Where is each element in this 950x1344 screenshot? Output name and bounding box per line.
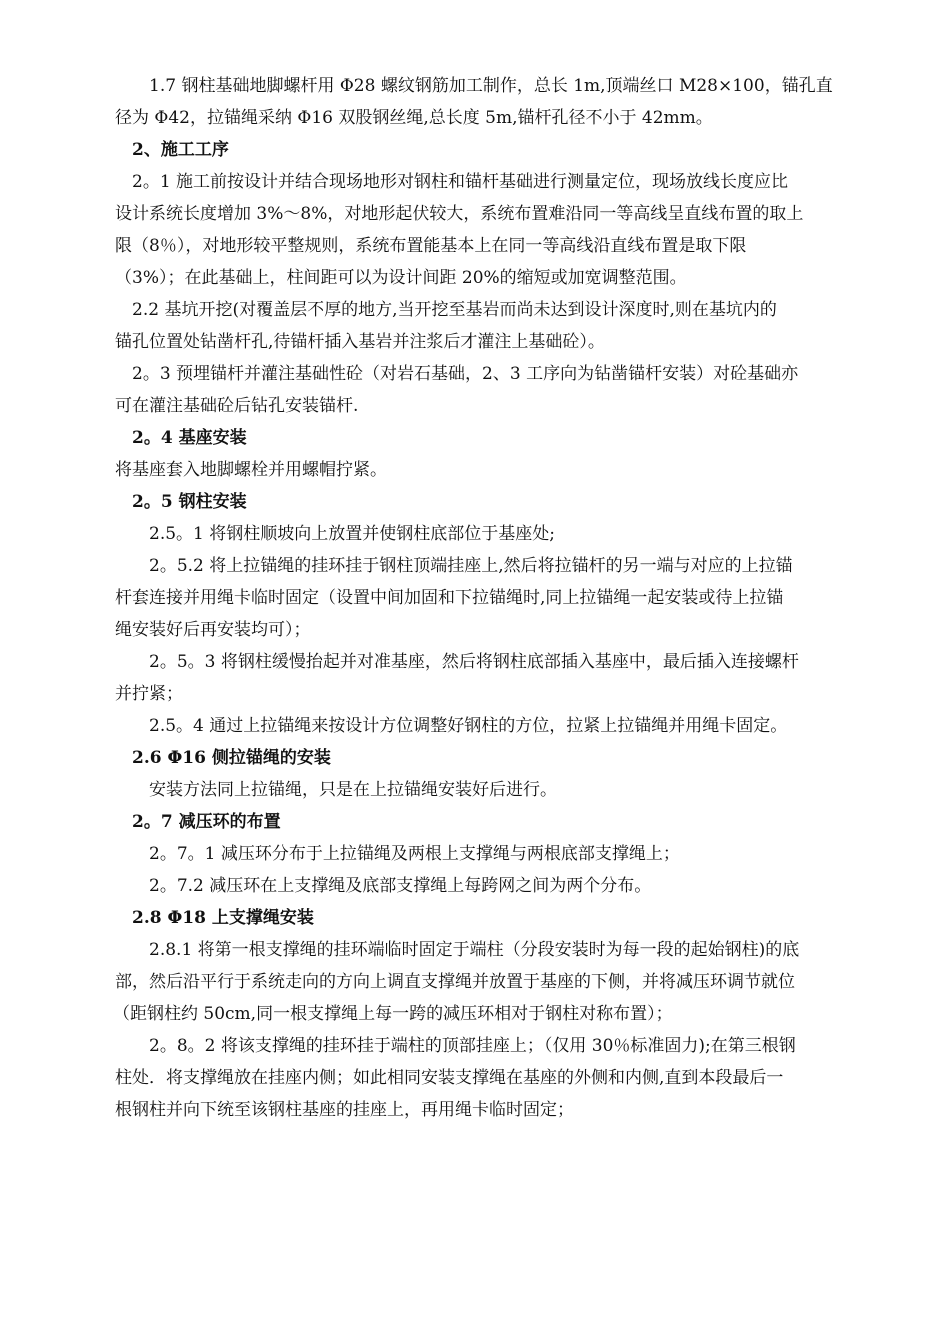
- paragraph-line-13: 将基座套入地脚螺栓并用螺帽拧紧。: [115, 460, 387, 480]
- paragraph-line-33: 根钢柱并向下统至该钢柱基座的挂座上，再用绳卡临时固定；: [115, 1100, 574, 1120]
- paragraph-line-7: （3%）；在此基础上，柱间距可以为设计间距 20%的缩短或加宽调整范围。: [115, 268, 687, 288]
- subsection-heading: 2.6 Φ16 侧拉锚绳的安装: [132, 748, 331, 768]
- paragraph-line-21: 2.5。4 通过上拉锚绳来按设计方位调整好钢柱的方位，拉紧上拉锚绳并用绳卡固定。: [149, 716, 788, 736]
- paragraph-line-20: 并拧紧；: [115, 684, 183, 704]
- paragraph-line-28: 2.8.1 将第一根支撑绳的挂环端临时固定于端柱（分段安装时为每一段的起始钢柱)的底: [149, 940, 800, 960]
- paragraph-line-26: 2。7.2 减压环在上支撑绳及底部支撑绳上每跨网之间为两个分布。: [149, 876, 652, 896]
- section-heading: 2、施工工序: [132, 140, 229, 160]
- paragraph-line-17: 杆套连接并用绳卡临时固定（设置中间加固和下拉锚绳时,同上拉锚绳一起安装或待上拉锚: [115, 588, 784, 608]
- paragraph-line-19: 2。5。3 将钢柱缓慢抬起并对准基座，然后将钢柱底部插入基座中，最后插入连接螺杆: [149, 652, 799, 672]
- paragraph-line-23: 安装方法同上拉锚绳，只是在上拉锚绳安装好后进行。: [149, 780, 557, 800]
- paragraph-line-18: 绳安装好后再安装均可）；: [115, 620, 311, 640]
- subsection-heading: 2。4 基座安装: [132, 428, 247, 448]
- paragraph-line-11: 可在灌注基础砼后钻孔安装锚杆.: [115, 396, 359, 416]
- paragraph-line-25: 2。7。1 减压环分布于上拉锚绳及两根上支撑绳与两根底部支撑绳上；: [149, 844, 680, 864]
- paragraph-line-4: 2。1 施工前按设计并结合现场地形对钢柱和锚杆基础进行测量定位，现场放线长度应比: [132, 172, 789, 192]
- subsection-heading: 2。7 减压环的布置: [132, 812, 281, 832]
- paragraph-line-31: 2。8。2 将该支撑绳的挂环挂于端柱的顶部挂座上；（仅用 30％标准固力);在第三根钢: [149, 1036, 796, 1056]
- paragraph-line-9: 锚孔位置处钻凿杆孔,待锚杆插入基岩并注浆后才灌注上基础砼）。: [115, 332, 605, 352]
- paragraph-line-10: 2。3 预埋锚杆并灌注基础性砼（对岩石基础，2、3 工序向为钻凿锚杆安装）对砼基础亦: [132, 364, 799, 384]
- paragraph-line-2: 径为 Φ42，拉锚绳采纳 Φ16 双股钢丝绳,总长度 5m,锚杆孔径不小于 42mm。: [115, 108, 713, 128]
- paragraph-line-32: 柱处．将支撑绳放在挂座内侧；如此相同安装支撑绳在基座的外侧和内侧,直到本段最后一: [115, 1068, 784, 1088]
- paragraph-line-15: 2.5。1 将钢柱顺坡向上放置并使钢柱底部位于基座处;: [149, 524, 555, 544]
- paragraph-line-29: 部，然后沿平行于系统走向的方向上调直支撑绳并放置于基座的下侧，并将减压环调节就位: [115, 972, 795, 992]
- paragraph-line-6: 限（8％），对地形较平整规则，系统布置能基本上在同一等高线沿直线布置是取下限: [115, 236, 747, 256]
- subsection-heading: 2。5 钢柱安装: [132, 492, 247, 512]
- paragraph-line-16: 2。5.2 将上拉锚绳的挂环挂于钢柱顶端挂座上,然后将拉锚杆的另一端与对应的上拉锚: [149, 556, 793, 576]
- paragraph-line-30: （距钢柱约 50cm,同一根支撑绳上每一跨的减压环相对于钢柱对称布置）；: [113, 1004, 673, 1024]
- paragraph-line-1: 1.7 钢柱基础地脚螺杆用 Φ28 螺纹钢筋加工制作，总长 1m,顶端丝口 M28×100，锚孔直: [149, 76, 833, 96]
- paragraph-line-8: 2.2 基坑开挖(对覆盖层不厚的地方,当开挖至基岩而尚未达到设计深度时,则在基坑内的: [132, 300, 777, 320]
- paragraph-line-5: 设计系统长度增加 3%～8%，对地形起伏较大，系统布置难沿同一等高线呈直线布置的取上: [115, 204, 804, 224]
- subsection-heading: 2.8 Φ18 上支撑绳安装: [132, 908, 314, 928]
